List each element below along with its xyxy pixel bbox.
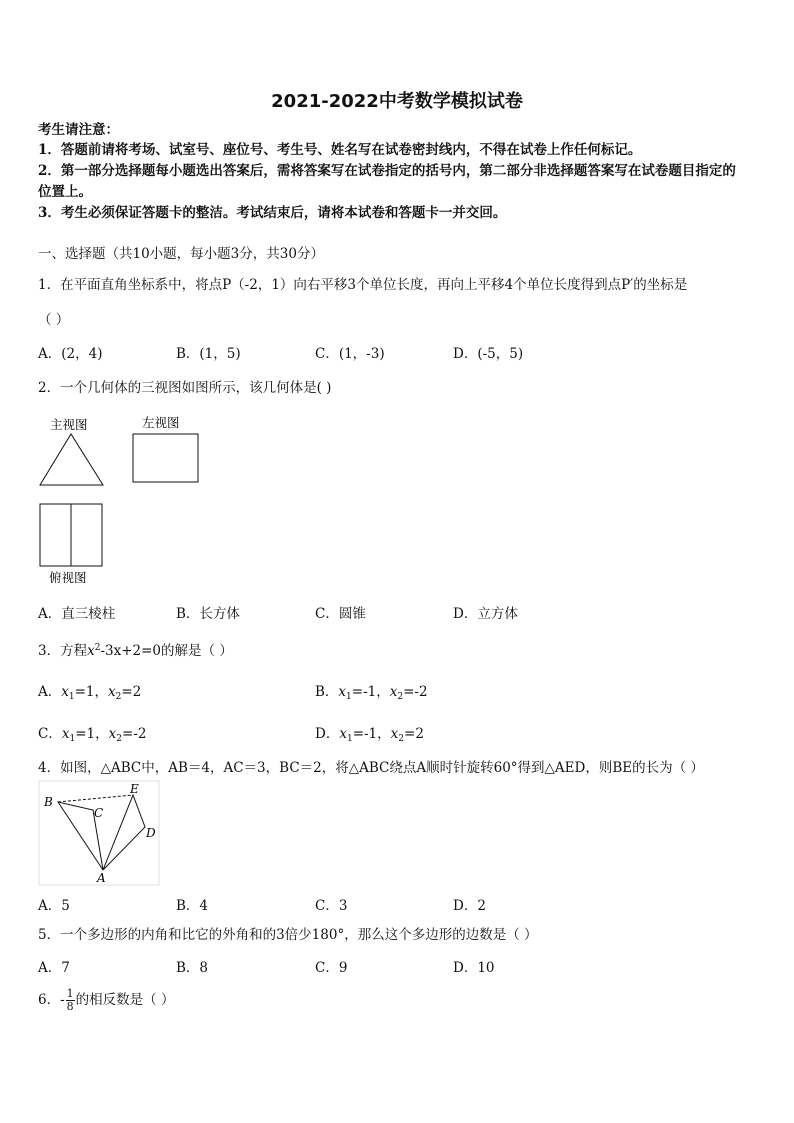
- q4-option-d: D．2: [453, 898, 486, 914]
- q3-var: x: [338, 684, 347, 700]
- point-b-label: B: [44, 795, 53, 809]
- q3-var: x: [108, 684, 116, 700]
- q2-option-c: C．圆锥: [315, 606, 366, 622]
- q6-denominator: 8: [66, 1000, 74, 1013]
- q3-sub: 2: [116, 734, 122, 744]
- q3-comma: ，: [95, 726, 109, 742]
- q4-option-c: C．3: [315, 898, 348, 914]
- q1-paren: （ ）: [38, 312, 70, 328]
- q3-var: x: [389, 684, 398, 700]
- q2-stem: 2．一个几何体的三视图如图所示，该几何体是( ): [38, 380, 332, 396]
- q3-sub: 1: [346, 734, 353, 744]
- q3-sub: 1: [68, 692, 75, 702]
- q3-comma: ，: [376, 684, 390, 700]
- q5-option-c: C．9: [315, 960, 348, 976]
- q1-option-b: B．(1，5): [176, 346, 241, 362]
- q3-comma: ，: [377, 726, 391, 742]
- front-view-label: 主视图: [50, 417, 88, 432]
- notice-line-2: 2．第一部分选择题每小题选出答案后，需将答案写在试卷指定的括号内，第二部分非选择题答案写在试卷题目指定的: [38, 163, 736, 179]
- front-view-triangle: [40, 434, 103, 485]
- q5-stem: 5．一个多边形的内角和比它的外角和的3倍少180°，那么这个多边形的边数是（ ）: [38, 927, 538, 943]
- left-view-rectangle: [133, 434, 198, 482]
- top-view-label: 俯视图: [49, 570, 87, 585]
- q3-value: =2: [404, 726, 424, 742]
- q3-var: x: [390, 726, 399, 742]
- q3-value: =-1: [351, 684, 377, 700]
- q3-sub: 2: [397, 692, 404, 702]
- point-e-label: E: [130, 782, 139, 796]
- q3-var: x: [339, 726, 347, 742]
- q6-stem: [38, 988, 174, 1013]
- q3-var: x: [108, 726, 117, 742]
- q3-exponent: 2: [94, 643, 101, 653]
- q3-option-letter: B．: [315, 684, 339, 700]
- q3-value: =-1: [352, 726, 378, 742]
- point-d-label: D: [146, 826, 156, 840]
- notice-line-1: 1．答题前请将考场、试室号、座位号、考生号、姓名写在试卷密封线内，不得在试卷上作任何标记。: [38, 142, 642, 158]
- q6-suffix: 的相反数是（ ）: [75, 992, 175, 1008]
- notice-line-4: 3．考生必须保证答题卡的整洁。考试结束后，请将本试卷和答题卡一并交回。: [38, 205, 507, 221]
- q1-option-a: A．(2，4): [38, 346, 103, 362]
- q3-var: x: [61, 684, 69, 700]
- q5-option-d: D．10: [453, 960, 495, 976]
- q3-prefix: 3．方程: [38, 643, 88, 659]
- q3-sub: 1: [346, 692, 352, 702]
- q1-option-d: D．(-5，5): [453, 346, 524, 362]
- point-c-label: C: [94, 806, 104, 820]
- q3-sub: 2: [115, 692, 122, 702]
- segment-be-dashed: [58, 795, 133, 802]
- q3-suffix: 的解是（ ）: [161, 643, 233, 659]
- q3-value: =1: [75, 726, 96, 742]
- q3-sub: 1: [69, 734, 76, 744]
- notice-heading: 考生请注意：: [38, 122, 119, 138]
- q3-var: x: [61, 726, 70, 742]
- q2-option-b: B．长方体: [176, 606, 240, 622]
- q1-stem: 1．在平面直角坐标系中，将点P（-2，1）向右平移3个单位长度，再向上平移4个单位长度得到点P′的坐标是: [38, 277, 688, 293]
- triangle-aed: [103, 795, 145, 870]
- q3-value: =-2: [121, 726, 147, 742]
- q3-option-letter: D．: [315, 726, 340, 742]
- point-a-label: A: [97, 871, 106, 885]
- q3-option-a: [38, 680, 141, 702]
- q3-option-b: [315, 680, 428, 702]
- q3-option-d: [315, 722, 424, 744]
- q3-option-letter: C．: [38, 726, 62, 742]
- q3-sub: 2: [398, 734, 405, 744]
- notice-line-3: 位置上。: [38, 184, 92, 200]
- q3-option-c: [38, 722, 146, 744]
- q3-value: =-2: [403, 684, 428, 700]
- q5-option-a: A．7: [38, 960, 70, 976]
- q2-option-d: D．立方体: [453, 606, 518, 622]
- left-view-label: 左视图: [142, 415, 180, 430]
- q3-value: =2: [121, 684, 142, 700]
- q2-option-a: A．直三棱柱: [38, 606, 116, 622]
- q3-option-letter: A．: [38, 684, 62, 700]
- q3-stem: [38, 638, 233, 661]
- q6-fraction: [66, 988, 75, 1013]
- q4-option-a: A．5: [38, 898, 70, 914]
- q5-option-b: B．8: [176, 960, 209, 976]
- section-heading: 一、选择题（共10小题，每小题3分，共30分）: [38, 246, 324, 262]
- page-title: 2021-2022中考数学模拟试卷: [271, 91, 523, 112]
- q1-option-c: C．(1，-3): [315, 346, 385, 362]
- q3-x: x: [87, 643, 95, 659]
- q4-stem: 4．如图，△ABC中，AB＝4，AC＝3，BC＝2，将△ABC绕点A顺时针旋转60°得到△AED，则BE的长为（ ）: [38, 760, 704, 776]
- q3-equation: -3x+2=0: [100, 643, 162, 659]
- figure-frame: [39, 781, 159, 885]
- rotation-figure: [38, 780, 163, 888]
- q4-option-b: B．4: [176, 898, 209, 914]
- three-view-figure: [34, 412, 214, 590]
- q3-comma: ，: [94, 684, 109, 700]
- q6-prefix: 6．-: [38, 992, 65, 1008]
- q6-numerator: 1: [66, 987, 74, 1000]
- q3-value: =1: [74, 684, 95, 700]
